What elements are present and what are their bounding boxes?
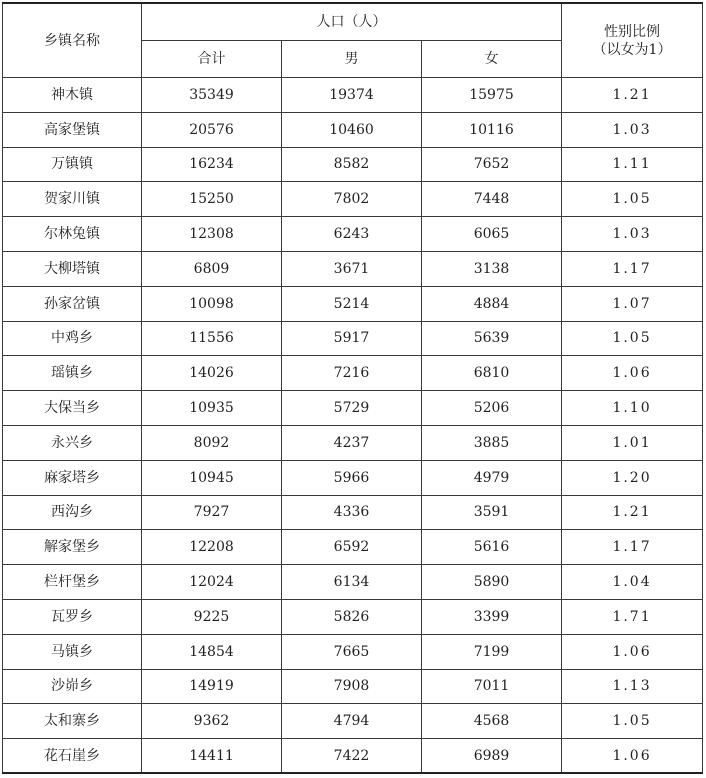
cell-total: 14919 [142, 669, 282, 704]
header-township: 乡镇名称 [3, 3, 142, 78]
cell-township: 永兴乡 [3, 425, 142, 460]
cell-male: 4794 [282, 704, 422, 739]
population-table [2, 2, 703, 774]
cell-township: 解家堡乡 [3, 530, 142, 565]
cell-total: 12024 [142, 565, 282, 600]
header-sex-ratio-line2: （以女为1） [592, 41, 672, 58]
cell-female: 3138 [422, 251, 562, 286]
cell-township: 瓦罗乡 [3, 599, 142, 634]
cell-female: 4568 [422, 704, 562, 739]
cell-female: 7011 [422, 669, 562, 704]
cell-sex-ratio: 1.06 [562, 356, 703, 391]
cell-sex-ratio: 1.11 [562, 147, 703, 182]
cell-sex-ratio: 1.21 [562, 78, 703, 113]
cell-sex-ratio: 1.05 [562, 704, 703, 739]
cell-sex-ratio: 1.07 [562, 286, 703, 321]
table-row [3, 599, 703, 634]
cell-female: 5616 [422, 530, 562, 565]
cell-township: 尔林兔镇 [3, 217, 142, 252]
cell-sex-ratio: 1.20 [562, 460, 703, 495]
table-row [3, 112, 703, 147]
table-row [3, 669, 703, 704]
cell-female: 4884 [422, 286, 562, 321]
cell-sex-ratio: 1.05 [562, 182, 703, 217]
cell-total: 14411 [142, 739, 282, 774]
table-row [3, 356, 703, 391]
table-row [3, 147, 703, 182]
cell-total: 12208 [142, 530, 282, 565]
header-sex-ratio [562, 3, 703, 78]
cell-male: 19374 [282, 78, 422, 113]
cell-township: 神木镇 [3, 78, 142, 113]
cell-total: 9225 [142, 599, 282, 634]
table-row [3, 78, 703, 113]
cell-female: 7448 [422, 182, 562, 217]
cell-female: 15975 [422, 78, 562, 113]
cell-total: 16234 [142, 147, 282, 182]
table-row [3, 565, 703, 600]
cell-township: 孙家岔镇 [3, 286, 142, 321]
cell-female: 3591 [422, 495, 562, 530]
cell-sex-ratio: 1.21 [562, 495, 703, 530]
cell-sex-ratio: 1.03 [562, 217, 703, 252]
cell-male: 5826 [282, 599, 422, 634]
cell-total: 14026 [142, 356, 282, 391]
cell-sex-ratio: 1.04 [562, 565, 703, 600]
table-row [3, 251, 703, 286]
cell-sex-ratio: 1.01 [562, 425, 703, 460]
cell-township: 大柳塔镇 [3, 251, 142, 286]
cell-sex-ratio: 1.06 [562, 634, 703, 669]
table-row [3, 495, 703, 530]
table-row [3, 321, 703, 356]
cell-male: 5729 [282, 391, 422, 426]
table-row [3, 182, 703, 217]
cell-sex-ratio: 1.06 [562, 739, 703, 774]
cell-male: 6592 [282, 530, 422, 565]
cell-total: 20576 [142, 112, 282, 147]
table-row [3, 391, 703, 426]
header-female: 女 [422, 41, 562, 78]
cell-township: 瑶镇乡 [3, 356, 142, 391]
header-male: 男 [282, 41, 422, 78]
cell-township: 马镇乡 [3, 634, 142, 669]
cell-female: 5890 [422, 565, 562, 600]
cell-male: 3671 [282, 251, 422, 286]
table-row [3, 739, 703, 774]
table-row [3, 634, 703, 669]
cell-female: 6810 [422, 356, 562, 391]
table-row [3, 530, 703, 565]
cell-township: 麻家塔乡 [3, 460, 142, 495]
cell-township: 贺家川镇 [3, 182, 142, 217]
cell-township: 沙峁乡 [3, 669, 142, 704]
cell-male: 10460 [282, 112, 422, 147]
cell-total: 15250 [142, 182, 282, 217]
cell-male: 6243 [282, 217, 422, 252]
cell-total: 9362 [142, 704, 282, 739]
cell-male: 4237 [282, 425, 422, 460]
cell-female: 10116 [422, 112, 562, 147]
table-row [3, 425, 703, 460]
cell-total: 6809 [142, 251, 282, 286]
cell-female: 6989 [422, 739, 562, 774]
cell-female: 5206 [422, 391, 562, 426]
cell-township: 中鸡乡 [3, 321, 142, 356]
cell-male: 7665 [282, 634, 422, 669]
cell-male: 6134 [282, 565, 422, 600]
header-sex-ratio-line1: 性别比例 [604, 23, 661, 40]
cell-township: 万镇镇 [3, 147, 142, 182]
cell-total: 10935 [142, 391, 282, 426]
header-population: 人口（人） [142, 3, 562, 41]
cell-total: 8092 [142, 425, 282, 460]
table-row [3, 460, 703, 495]
cell-township: 西沟乡 [3, 495, 142, 530]
cell-male: 7908 [282, 669, 422, 704]
cell-male: 4336 [282, 495, 422, 530]
cell-township: 栏杆堡乡 [3, 565, 142, 600]
cell-male: 7422 [282, 739, 422, 774]
table-row [3, 704, 703, 739]
cell-male: 7216 [282, 356, 422, 391]
cell-female: 7199 [422, 634, 562, 669]
cell-female: 3885 [422, 425, 562, 460]
cell-female: 4979 [422, 460, 562, 495]
cell-female: 7652 [422, 147, 562, 182]
cell-sex-ratio: 1.13 [562, 669, 703, 704]
cell-male: 5966 [282, 460, 422, 495]
cell-female: 6065 [422, 217, 562, 252]
cell-male: 5214 [282, 286, 422, 321]
cell-total: 11556 [142, 321, 282, 356]
cell-total: 35349 [142, 78, 282, 113]
cell-total: 12308 [142, 217, 282, 252]
cell-township: 花石崖乡 [3, 739, 142, 774]
cell-female: 3399 [422, 599, 562, 634]
cell-male: 7802 [282, 182, 422, 217]
cell-total: 10945 [142, 460, 282, 495]
cell-male: 8582 [282, 147, 422, 182]
cell-township: 大保当乡 [3, 391, 142, 426]
cell-township: 太和寨乡 [3, 704, 142, 739]
table-row [3, 286, 703, 321]
cell-sex-ratio: 1.71 [562, 599, 703, 634]
table-header [3, 3, 703, 78]
cell-total: 14854 [142, 634, 282, 669]
cell-total: 7927 [142, 495, 282, 530]
table-row [3, 217, 703, 252]
cell-sex-ratio: 1.10 [562, 391, 703, 426]
cell-total: 10098 [142, 286, 282, 321]
table-body [3, 78, 703, 774]
cell-sex-ratio: 1.17 [562, 251, 703, 286]
cell-sex-ratio: 1.03 [562, 112, 703, 147]
header-total: 合计 [142, 41, 282, 78]
cell-female: 5639 [422, 321, 562, 356]
cell-sex-ratio: 1.05 [562, 321, 703, 356]
cell-sex-ratio: 1.17 [562, 530, 703, 565]
cell-township: 高家堡镇 [3, 112, 142, 147]
cell-male: 5917 [282, 321, 422, 356]
